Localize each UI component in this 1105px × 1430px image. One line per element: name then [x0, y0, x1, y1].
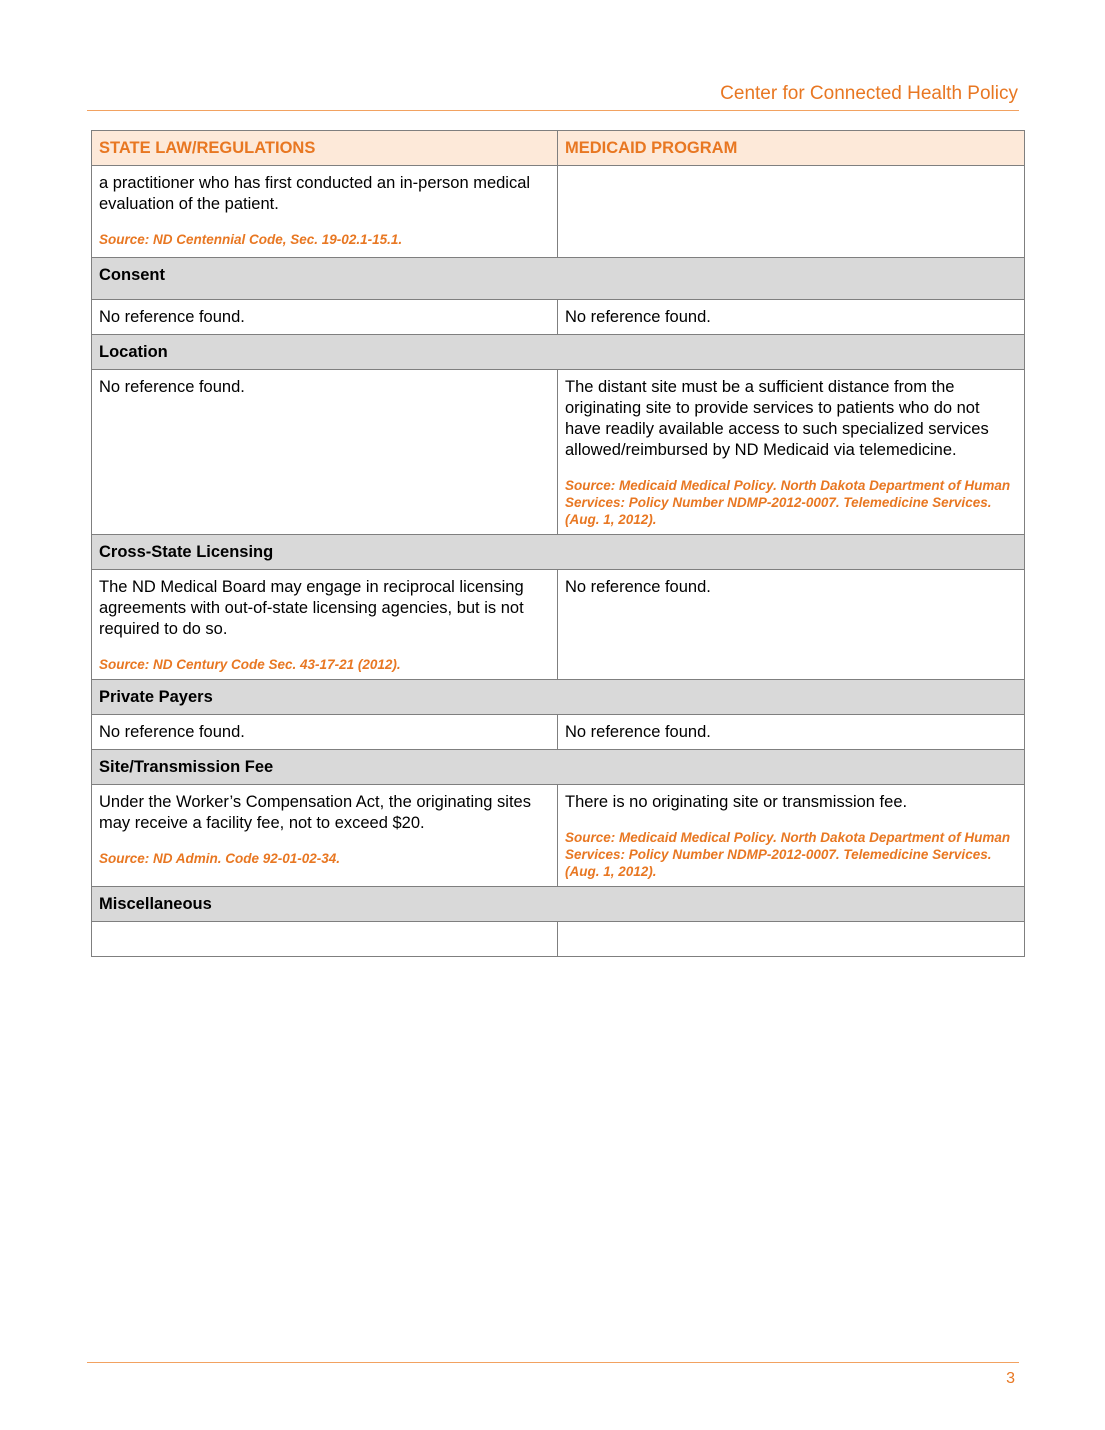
medicaid-text: No reference found. — [565, 723, 711, 741]
header-divider — [87, 110, 1019, 111]
law-cell — [92, 166, 558, 258]
law-text: Under the Worker’s Compensation Act, the originating sites may receive a facility fee, not to exceed $20. — [99, 793, 531, 832]
column-header-medicaid: MEDICAID PROGRAM — [558, 131, 1025, 166]
page-header-title: Center for Connected Health Policy — [720, 83, 1018, 104]
policy-table — [91, 130, 1025, 957]
law-cell — [92, 370, 558, 535]
law-cell — [92, 785, 558, 887]
medicaid-cell — [558, 370, 1025, 535]
medicaid-cell — [558, 570, 1025, 680]
section-row-consent — [92, 258, 1025, 300]
section-row-site-transmission-fee — [92, 750, 1025, 785]
law-text: No reference found. — [99, 308, 245, 326]
law-source: Source: ND Century Code Sec. 43-17-21 (2012). — [99, 657, 401, 672]
medicaid-text: No reference found. — [565, 308, 711, 326]
medicaid-cell — [558, 300, 1025, 335]
column-header-state-law: STATE LAW/REGULATIONS — [92, 131, 558, 166]
law-text: No reference found. — [99, 723, 245, 741]
medicaid-cell — [558, 715, 1025, 750]
medicaid-cell — [558, 166, 1025, 258]
law-cell — [92, 922, 558, 957]
section-title: Private Payers — [92, 680, 1025, 715]
section-row-cross-state-licensing — [92, 535, 1025, 570]
medicaid-text: The distant site must be a sufficient distance from the originating site to provide services to patients who do not have readily available access to such specialized services allowed/reimbursed by ND Medicaid via telemedicine. — [565, 378, 989, 459]
law-source: Source: ND Centennial Code, Sec. 19-02.1-15.1. — [99, 232, 403, 247]
section-title: Consent — [92, 258, 1025, 300]
table-row — [92, 370, 1025, 535]
section-row-private-payers — [92, 680, 1025, 715]
law-text: No reference found. — [99, 378, 245, 396]
medicaid-cell — [558, 922, 1025, 957]
law-source: Source: ND Admin. Code 92-01-02-34. — [99, 851, 341, 866]
law-cell — [92, 715, 558, 750]
table-row — [92, 166, 1025, 258]
table-header-row — [92, 131, 1025, 166]
section-title: Miscellaneous — [92, 887, 1025, 922]
table-row — [92, 785, 1025, 887]
table-row — [92, 300, 1025, 335]
section-title: Location — [92, 335, 1025, 370]
section-title: Cross-State Licensing — [92, 535, 1025, 570]
footer-divider — [87, 1362, 1019, 1363]
law-text: a practitioner who has first conducted an in-person medical evaluation of the patient. — [99, 174, 531, 213]
medicaid-text: No reference found. — [565, 578, 711, 596]
law-text: The ND Medical Board may engage in reciprocal licensing agreements with out-of-state licensing agencies, but is not required to do so. — [99, 578, 524, 638]
section-title: Site/Transmission Fee — [92, 750, 1025, 785]
medicaid-cell — [558, 785, 1025, 887]
medicaid-source: Source: Medicaid Medical Policy. North Dakota Department of Human Services: Policy Number NDMP-2012-0007. Telemedicine Services. (Aug. 1, 2012). — [565, 478, 1011, 527]
table-row — [92, 922, 1025, 957]
section-row-location — [92, 335, 1025, 370]
medicaid-source: Source: Medicaid Medical Policy. North Dakota Department of Human Services: Policy Number NDMP-2012-0007. Telemedicine Services. (Aug. 1, 2012). — [565, 830, 1011, 879]
law-cell — [92, 570, 558, 680]
table-row — [92, 715, 1025, 750]
section-row-miscellaneous — [92, 887, 1025, 922]
law-cell — [92, 300, 558, 335]
page-number: 3 — [1006, 1370, 1015, 1387]
table-row — [92, 570, 1025, 680]
medicaid-text: There is no originating site or transmission fee. — [565, 793, 908, 811]
